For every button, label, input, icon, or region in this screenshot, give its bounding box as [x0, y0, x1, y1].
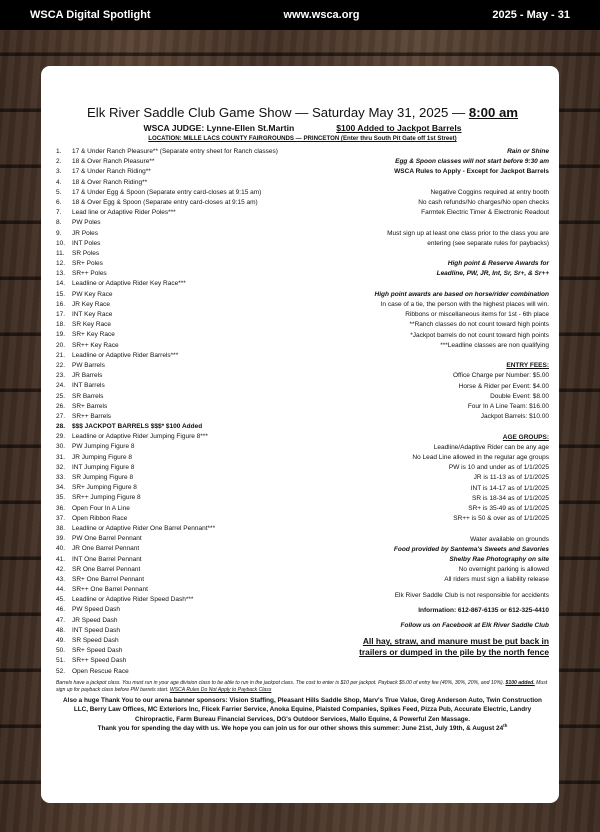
class-number: 51.	[56, 657, 66, 665]
class-item	[56, 534, 346, 544]
class-item	[56, 473, 346, 483]
class-number: 39.	[56, 535, 66, 543]
age-line: SR++ is 50 & over as of 1/1/2025	[453, 515, 549, 523]
class-item	[56, 667, 346, 677]
class-name: SR++ Key Race	[72, 341, 119, 349]
class-name: INT Key Race	[72, 311, 113, 318]
class-item	[56, 402, 346, 412]
class-name: SR+ Jumping Figure 8	[72, 484, 137, 492]
egg-spoon-note: Egg & Spoon classes will not start before 9:30 am	[395, 158, 549, 166]
class-number: 38.	[56, 524, 66, 532]
class-name: 18 & Over Egg & Spoon (Separate entry card-closes at 9:15 am)	[72, 198, 258, 206]
class-item	[56, 300, 346, 310]
class-number: 35.	[56, 494, 66, 502]
class-number: 46.	[56, 606, 66, 614]
class-item	[56, 504, 346, 514]
class-number: 26.	[56, 402, 66, 410]
class-name: 18 & Over Ranch Pleasure**	[72, 158, 155, 166]
class-number: 18.	[56, 321, 66, 329]
class-item	[56, 442, 346, 452]
class-item	[56, 188, 346, 198]
parking-note: No overnight parking is allowed	[458, 566, 549, 574]
fee-line: Horse & Rider per Event: $4.00	[458, 382, 549, 390]
class-name: 18 & Over Ranch Riding**	[72, 178, 148, 186]
class-name: Leadline or Adaptive Rider Speed Dash***	[72, 596, 194, 604]
class-number: 13.	[56, 270, 66, 278]
class-name: SR++ Barrels	[72, 412, 112, 420]
judge-name: WSCA JUDGE: Lynne-Ellen St.Martin	[143, 123, 295, 133]
class-number: 7.	[56, 209, 62, 217]
class-name: INT Poles	[72, 239, 101, 247]
judge-row	[56, 122, 549, 134]
timer-note: Farmtek Electric Timer & Electronic Readout	[421, 209, 549, 217]
class-name: JR Key Race	[72, 300, 110, 308]
closing-thanks	[56, 724, 549, 733]
class-name: SR One Barrel Pennant	[72, 565, 141, 573]
age-line: No Lead Line allowed in the regular age groups	[412, 454, 549, 461]
jackpot-added: $100 Added to Jackpot Barrels	[336, 123, 462, 133]
class-name: JR Barrels	[72, 372, 103, 380]
class-item	[56, 412, 346, 422]
class-name: Leadline or Adaptive Rider Key Race***	[72, 280, 186, 288]
class-number: 36.	[56, 504, 66, 512]
class-item	[56, 351, 346, 361]
class-item	[56, 392, 346, 402]
class-item	[56, 381, 346, 391]
age-line: Leadline/Adaptive Rider can be any age	[433, 443, 549, 451]
class-name: Leadline or Adaptive Rider One Barrel Pennant***	[72, 524, 216, 532]
closing-thanks-text: Thank you for spending the day with us. We hope you can join us for our other shows this summer: June 21st, July 19th, & August 24	[97, 724, 504, 732]
top-banner	[0, 0, 600, 30]
class-number: 34.	[56, 484, 66, 492]
class-list	[56, 147, 346, 677]
combination-note: High point awards are based on horse/rider combination	[374, 290, 549, 298]
class-number: 44.	[56, 586, 66, 594]
class-item	[56, 463, 346, 473]
class-name: SR++ Speed Dash	[72, 657, 127, 665]
website-link[interactable]: www.wsca.org	[283, 9, 360, 21]
class-item	[56, 626, 346, 636]
class-name: 17 & Under Ranch Pleasure** (Separate entry sheet for Ranch classes)	[72, 148, 278, 155]
fee-line: Four In A Line Team: $16.00	[467, 403, 549, 410]
class-number: 9.	[56, 229, 62, 237]
class-number: 33.	[56, 474, 66, 481]
class-item	[56, 493, 346, 503]
class-number: 45.	[56, 596, 66, 604]
class-item	[56, 656, 346, 666]
class-number: 4.	[56, 178, 62, 186]
class-item	[56, 229, 346, 239]
class-name: PW Speed Dash	[72, 606, 121, 614]
class-name: SR+ One Barrel Pennant	[72, 575, 145, 583]
class-item	[56, 218, 346, 228]
class-number: 50.	[56, 647, 66, 655]
class-name: SR+ Key Race	[72, 331, 115, 339]
class-name: SR Poles	[72, 249, 100, 257]
refund-note: No cash refunds/No charges/No open checks	[418, 199, 549, 206]
class-item	[56, 575, 346, 585]
event-start-time: 8:00 am	[468, 105, 519, 120]
fee-line: Jackpot Barrels: $10.00	[480, 413, 549, 421]
age-line: SR is 18-34 as of 1/1/2025	[472, 494, 549, 502]
class-number: 5.	[56, 188, 62, 196]
class-number: 43.	[56, 575, 66, 583]
class-name: PW Jumping Figure 8	[72, 443, 135, 451]
class-item	[56, 279, 346, 289]
class-number: 2.	[56, 158, 62, 166]
class-item	[56, 595, 346, 605]
class-item	[56, 341, 346, 351]
class-name: PW One Barrel Pennant	[72, 535, 142, 543]
contact-info: Information: 612-867-6135 or 612-325-4410	[418, 606, 549, 614]
flyer-page	[41, 66, 559, 803]
class-name: JR Speed Dash	[72, 616, 118, 624]
class-name: Leadline or Adaptive Rider Jumping Figure 8***	[72, 433, 208, 441]
class-item	[56, 147, 346, 157]
class-item	[56, 616, 346, 626]
class-item	[56, 524, 346, 534]
class-item	[56, 330, 346, 340]
class-number: 48.	[56, 626, 66, 634]
ranch-note: **Ranch classes do not count toward high points	[409, 321, 549, 329]
class-number: 32.	[56, 463, 66, 471]
class-item	[56, 453, 346, 463]
class-number: 17.	[56, 311, 66, 318]
photography-note: Shelby Rae Photography on site	[449, 556, 549, 564]
class-name: SR++ One Barrel Pennant	[72, 586, 148, 594]
class-number: 27.	[56, 412, 66, 420]
class-item	[56, 320, 346, 330]
class-number: 31.	[56, 453, 66, 461]
class-number: 1.	[56, 148, 62, 155]
class-item	[56, 361, 346, 371]
class-number: 21.	[56, 351, 66, 359]
class-number: 52.	[56, 667, 66, 675]
class-number: 41.	[56, 555, 66, 563]
class-item	[56, 208, 346, 218]
tie-note: In case of a tie, the person with the highest places will win.	[380, 300, 549, 308]
class-item	[56, 198, 346, 208]
class-number: 23.	[56, 372, 66, 380]
class-name: PW Barrels	[72, 361, 105, 369]
class-item	[56, 422, 346, 432]
publication-name: WSCA Digital Spotlight	[30, 9, 151, 21]
sponsor-thanks: Also a huge Thank You to our arena banner sponsors: Vision Staffing, Pleasant Hills Saddle Shop, Marv's True Value, Greg Anderson Auto, Twin Construction LLC, Berry Law Offices, MC Exteriors Inc, Flicek Farrier Service, Anoka Equine, Plaisted Companies, Spikes Feed, Pizza Pub, Accurate Electric, Landry Chiropractic, Farm Bureau Financial Services, DG's Outdoor Services, Mallo Equine, & Powerful Zen Massage.	[63, 696, 542, 723]
age-line: PW is 10 and under as of 1/1/2025	[448, 464, 549, 472]
class-item	[56, 514, 346, 524]
class-name: PW Poles	[72, 219, 101, 227]
manure-rule-1: All hay, straw, and manure must be put back in	[362, 636, 549, 647]
info-column	[346, 147, 549, 677]
food-note: Food provided by Santema's Sweets and Savories	[393, 545, 549, 553]
class-item	[56, 483, 346, 493]
class-name: Open Ribbon Race	[72, 514, 128, 522]
class-item	[56, 565, 346, 575]
class-name: SR Barrels	[72, 392, 104, 400]
class-number: 47.	[56, 616, 66, 624]
class-number: 11.	[56, 249, 65, 257]
class-item	[56, 544, 346, 554]
class-item	[56, 432, 346, 442]
signup-note-2: entering (see separate rules for paybacks)	[427, 239, 549, 247]
class-number: 3.	[56, 168, 62, 176]
class-number: 16.	[56, 300, 66, 308]
class-name: INT Jumping Figure 8	[72, 463, 135, 471]
jackpot-disclaimer	[56, 680, 549, 694]
class-number: 20.	[56, 341, 66, 349]
class-item	[56, 371, 346, 381]
leadline-note: ***Leadline classes are non qualifying	[440, 341, 549, 349]
class-name: INT Speed Dash	[72, 626, 120, 634]
class-number: 10.	[56, 239, 66, 247]
age-line: INT is 14-17 as of 1/1/2025	[470, 484, 549, 492]
class-number: 15.	[56, 290, 66, 298]
class-number: 12.	[56, 260, 66, 268]
class-item	[56, 178, 346, 188]
class-name: 17 & Under Ranch Riding**	[72, 168, 151, 176]
class-number: 8.	[56, 219, 62, 227]
event-title-text: Elk River Saddle Club Game Show — Saturday May 31, 2025 —	[86, 105, 466, 120]
class-number: 42.	[56, 565, 66, 573]
class-item	[56, 239, 346, 249]
class-name: SR+ Speed Dash	[72, 647, 123, 655]
class-name: SR Speed Dash	[72, 637, 119, 644]
class-name: INT Barrels	[72, 382, 105, 390]
class-number: 37.	[56, 514, 66, 522]
class-number: 28.	[56, 423, 66, 431]
class-item	[56, 249, 346, 259]
class-name: SR Key Race	[72, 321, 112, 329]
class-name: JR One Barrel Pennant	[72, 545, 140, 553]
class-name: SR+ Poles	[72, 260, 103, 268]
class-item	[56, 157, 346, 167]
class-item	[56, 259, 346, 269]
class-number: 30.	[56, 443, 66, 451]
liability-note: Elk River Saddle Club is not responsible for accidents	[394, 591, 549, 599]
age-line: JR is 11-13 as of 1/1/2025	[473, 474, 549, 482]
class-number: 19.	[56, 331, 66, 339]
event-location: LOCATION: MILLE LACS COUNTY FAIRGROUNDS — PRINCETON (Enter thru South Pit Gate off 1st Street)	[148, 135, 457, 142]
class-number: 49.	[56, 637, 66, 644]
class-name: SR+ Barrels	[72, 402, 108, 410]
jackpot-note: *Jackpot barrels do not count toward high points	[410, 331, 549, 339]
fee-line: Office Charge per Number: $5.00	[453, 372, 549, 380]
class-name: 17 & Under Egg & Spoon (Separate entry card-closes at 9:15 am)	[72, 188, 262, 196]
class-item	[56, 310, 346, 320]
class-number: 29.	[56, 433, 66, 441]
class-number: 22.	[56, 361, 66, 369]
class-name: SR++ Poles	[72, 270, 107, 278]
class-number: 14.	[56, 280, 66, 288]
rain-note: Rain or Shine	[507, 148, 549, 155]
class-name: JR Jumping Figure 8	[72, 453, 132, 461]
class-name: INT One Barrel Pennant	[72, 555, 142, 563]
issue-date: 2025 - May - 31	[492, 9, 570, 21]
signup-note-1: Must sign up at least one class prior to the class you are	[387, 229, 549, 237]
class-item	[56, 555, 346, 565]
class-number: 40.	[56, 545, 66, 553]
class-number: 25.	[56, 392, 66, 400]
class-name: $$$ JACKPOT BARRELS $$$* $100 Added	[72, 423, 203, 431]
age-groups-heading: AGE GROUPS:	[502, 433, 549, 441]
content-columns	[56, 147, 549, 677]
closing-thanks-suffix: th	[503, 722, 508, 728]
class-name: Open Four In A Line	[72, 504, 130, 512]
event-title	[56, 104, 549, 121]
entry-fees-heading: ENTRY FEES:	[506, 362, 549, 370]
waiver-note: All riders must sign a liability release	[444, 576, 549, 584]
water-note: Water available on grounds	[470, 535, 549, 543]
class-number: 24.	[56, 382, 66, 390]
fee-line: Double Event: $8.00	[490, 392, 549, 400]
class-item	[56, 605, 346, 615]
manure-rule-2: trailers or dumped in the pile by the north fence	[359, 647, 549, 658]
class-number: 6.	[56, 198, 62, 206]
age-line: SR+ is 35-49 as of 1/1/2025	[468, 505, 549, 513]
disclaimer-added: $100 added.	[505, 679, 535, 686]
class-name: Leadline or Adaptive Rider Barrels***	[72, 351, 179, 359]
class-name: SR Jumping Figure 8	[72, 474, 134, 481]
disclaimer-text-a: Barrels have a jackpot class. You must run in your age division class to be able to run in the jackpot class. The cost to enter is $10 per jackpot. Payback $5.00 of entry fee (40%, 30%, 20%, and 10%).	[56, 679, 505, 686]
class-name: JR Poles	[72, 229, 99, 237]
class-name: Open Rescue Race	[72, 667, 129, 675]
facebook-note[interactable]: Follow us on Facebook at Elk River Saddle Club	[400, 622, 549, 630]
class-item	[56, 636, 346, 646]
class-item	[56, 290, 346, 300]
disclaimer-text-c: WSCA Rules Do Not Apply to Payback Class	[169, 686, 272, 693]
highpoint-note-2: Leadline, PW, JR, Int, Sr, Sr+, & Sr++	[436, 270, 549, 278]
class-name: SR++ Jumping Figure 8	[72, 494, 141, 502]
disclaimer-text-b: Must sign up for payback class before PW barrels start.	[56, 679, 548, 693]
class-item	[56, 585, 346, 595]
class-item	[56, 269, 346, 279]
class-item	[56, 646, 346, 656]
wsca-rules-note: WSCA Rules to Apply - Except for Jackpot Barrels	[394, 168, 549, 176]
class-name: Lead line or Adaptive Rider Poles***	[72, 209, 176, 217]
highpoint-note-1: High point & Reserve Awards for	[447, 260, 549, 268]
coggins-note: Negative Coggins required at entry booth	[430, 188, 549, 196]
class-item	[56, 167, 346, 177]
ribbons-note: Ribbons or miscellaneous items for 1st - 6th place	[405, 311, 549, 319]
class-name: PW Key Race	[72, 290, 113, 298]
